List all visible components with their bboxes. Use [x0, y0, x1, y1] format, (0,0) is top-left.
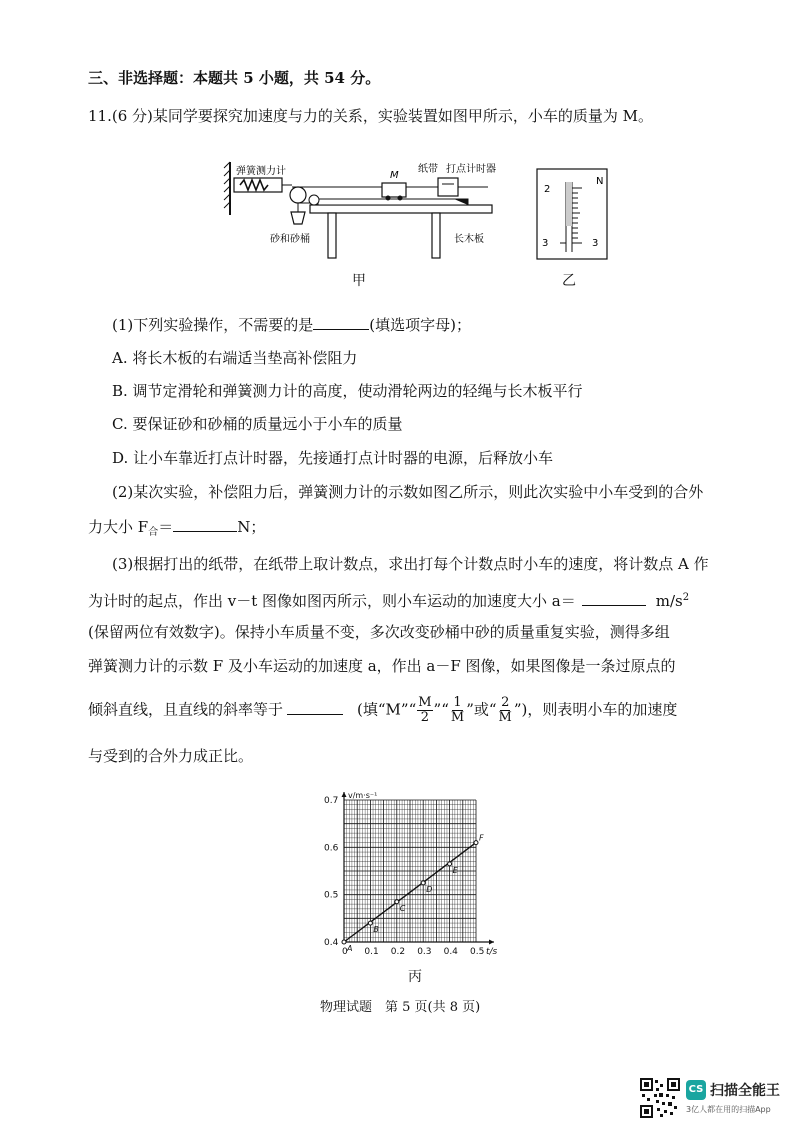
part-1: (1)下列实验操作，不需要的是 (填选项字母)；	[112, 313, 471, 336]
x-tick-label: 0	[342, 947, 348, 957]
option-b: B. 调节定滑轮和弹簧测力计的高度，使动滑轮两边的轻绳与长木板平行	[112, 382, 583, 400]
figure-yi	[536, 168, 608, 260]
part-3-line5: 倾斜直线，且直线的斜率等于 (填“M”“ $\frac{M}{2}$ ”“ $\frac{1}{M}$ ”或“ $\frac{2}{M}$ ”)，则表明小车的加速度	[88, 695, 678, 725]
scale-top: 2	[544, 184, 551, 195]
y-tick-label: 0.7	[324, 796, 339, 806]
data-point-label: C	[399, 903, 406, 913]
x-tick-label: 0.5	[470, 947, 485, 957]
sand-bucket	[291, 212, 305, 224]
x-axis-arrow	[489, 940, 494, 945]
x-tick-label: 0.3	[417, 947, 432, 957]
dot-timer	[438, 178, 458, 196]
y-axis-label: v/m·s⁻¹	[348, 791, 378, 800]
y-tick-label: 0.5	[324, 890, 339, 901]
option-d: D. 让小车靠近打点计时器，先接通打点计时器的电源，后释放小车	[112, 449, 554, 467]
option-c: C. 要保证砂和砂桶的质量远小于小车的质量	[112, 415, 403, 433]
data-point-a	[342, 940, 346, 944]
fraction-2-over-m: $\frac{2}{M}$	[498, 695, 512, 725]
long-board	[318, 199, 468, 205]
scanner-brand: 扫描全能王	[710, 1083, 780, 1099]
scale-bottom-left: 3	[542, 238, 549, 249]
figure-yi-caption: 乙	[562, 273, 576, 289]
x-tick-label: 0.2	[390, 947, 406, 957]
scale-bottom-right: 3	[592, 238, 599, 249]
answer-blank-4[interactable]	[287, 698, 343, 715]
answer-blank-3[interactable]	[582, 589, 646, 606]
qr-code	[640, 1078, 680, 1118]
part-2-line2: 力大小 $F_合= N$；	[88, 515, 265, 544]
data-point-d	[421, 881, 425, 885]
sand-bucket-label: 砂和砂桶	[270, 234, 310, 245]
scale-unit: N	[596, 176, 604, 187]
data-point-label: D	[426, 884, 433, 894]
x-tick-label: 0.4	[443, 947, 458, 957]
data-point-f	[474, 841, 478, 845]
data-point-c	[395, 900, 399, 904]
figure-jia-caption: 甲	[352, 273, 366, 289]
fraction-1-over-m: $\frac{1}{M}$	[450, 695, 465, 725]
part-3-line3: (保留两位有效数字)。保持小车质量不变，多次改变砂桶中砂的质量重复实验，测得多组	[88, 623, 670, 641]
figure-jia	[222, 150, 502, 270]
spring-scale-label: 弹簧测力计	[236, 166, 286, 177]
movable-pulley	[290, 187, 306, 203]
x-axis-label: t/s	[486, 947, 498, 957]
data-point-e	[448, 862, 452, 866]
part-2-line1: (2)某次实验，补偿阻力后，弹簧测力计的示数如图乙所示，则此次实验中小车受到的合外	[112, 483, 704, 501]
answer-blank-1[interactable]	[313, 313, 369, 330]
vt-chart	[318, 788, 518, 968]
fraction-m-over-2: $\frac{M}{2}$	[418, 695, 432, 725]
section-header: 三、非选择题：本题共 5 小题，共 54 分。	[88, 69, 381, 87]
part-3-line2: 为计时的起点，作出 v－t 图像如图丙所示，则小车运动的加速度大小 $a= m/s^2$	[88, 587, 689, 612]
y-tick-label: 0.4	[324, 938, 339, 948]
board-label: 长木板	[454, 234, 484, 245]
scanner-logo-badge: CS	[686, 1080, 706, 1100]
y-axis-arrow	[342, 792, 347, 797]
answer-blank-2[interactable]	[173, 515, 237, 532]
scanner-tagline: 3亿人都在用的扫描App	[686, 1105, 771, 1114]
data-point-label: A	[347, 944, 353, 953]
question-intro: 11.(6 分)某同学要探究加速度与力的关系，实验装置如图甲所示，小车的质量为 M。	[88, 107, 654, 125]
data-point-b	[368, 921, 372, 925]
chart-caption: 丙	[408, 969, 422, 985]
part-3-line6: 与受到的合外力成正比。	[88, 747, 254, 765]
x-tick-label: 0.1	[364, 947, 379, 957]
cart-label: M	[390, 170, 399, 181]
data-point-label: B	[373, 925, 379, 935]
part-3-line1: (3)根据打出的纸带，在纸带上取计数点，求出打每个计数点时小车的速度，将计数点 A 作	[112, 555, 709, 573]
cart	[382, 183, 406, 197]
data-point-label: F	[479, 833, 484, 843]
tape-label: 纸带	[418, 164, 438, 175]
y-tick-label: 0.6	[324, 843, 339, 854]
data-point-label: E	[452, 865, 458, 875]
part-3-line4: 弹簧测力计的示数 F 及小车运动的加速度 a，作出 a－F 图像，如果图像是一条过原点的	[88, 657, 676, 675]
timer-label: 打点计时器	[446, 164, 496, 175]
option-a: A. 将长木板的右端适当垫高补偿阻力	[112, 349, 358, 367]
page-footer: 物理试题 第 5 页(共 8 页)	[320, 1000, 481, 1015]
